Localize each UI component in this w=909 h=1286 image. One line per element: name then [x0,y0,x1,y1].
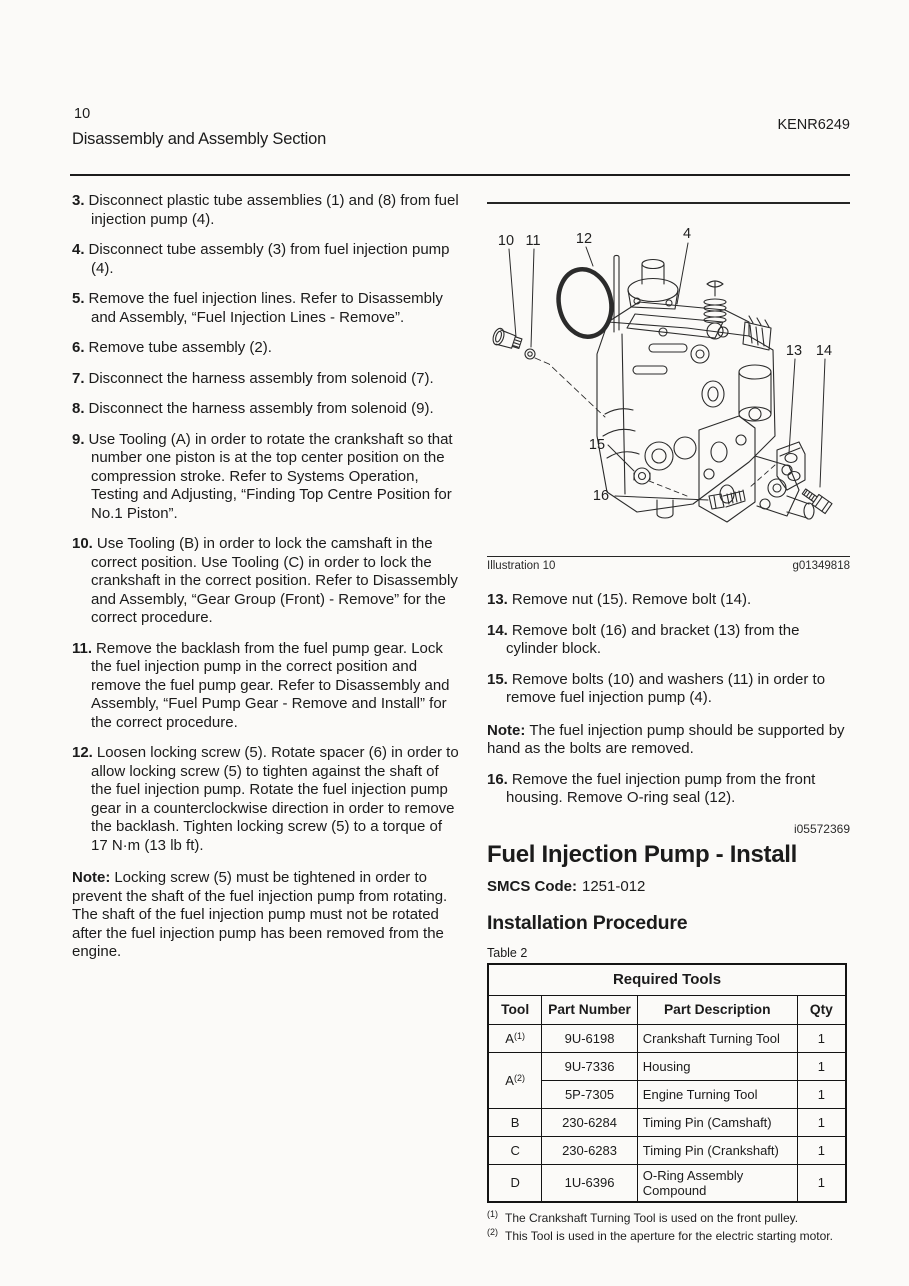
smcs-line [487,878,850,895]
col-header-part-description: Part Description [637,995,797,1024]
footnote-marker: (2) [487,1227,498,1237]
bolt-10-shape [491,327,523,352]
step-16 [487,771,850,808]
qty-cell: 1 [797,1108,846,1136]
table-title: Required Tools [488,964,846,996]
step-11 [72,640,462,733]
col-header-qty: Qty [797,995,846,1024]
step-number: 13. [487,591,508,608]
tool-cell [488,1024,542,1052]
bolt-14-shape [801,486,832,513]
step-number: 9. [72,430,85,448]
footnote-marker: (1) [487,1208,498,1219]
step-5 [72,290,462,327]
step-10 [72,535,462,628]
tool-footnote-marker: (1) [513,1030,525,1041]
qty-cell: 1 [797,1164,846,1202]
step-text: Remove bolts (10) and washers (11) in order to remove fuel injection pump (4). [506,670,826,706]
step-number: 3. [72,192,85,209]
bracket-13-shape [777,442,805,490]
left-column [72,192,462,974]
note-text: Locking screw (5) must be tightened in order to prevent the shaft of the fuel injection pump from rotating. The shaft of the fuel injection pump must not be rotated after the fuel injection pump has been removed from the engine. [72,869,448,960]
page-number: 10 [74,106,91,122]
step-15 [487,671,850,708]
smcs-value: 1251-012 [582,877,646,895]
illustration-caption-right: g01349818 [792,560,850,572]
tool-letter: A [505,1072,514,1088]
callout-13: 13 [785,343,803,359]
callout-12: 12 [575,231,593,247]
topic-heading: Fuel Injection Pump - Install [487,840,797,868]
step-text: Remove tube assembly (2). [88,339,272,356]
step-6 [72,339,462,358]
media-ref-id: i05572369 [793,821,850,836]
step-text: Disconnect plastic tube assemblies (1) and (8) from fuel injection pump (4). [88,192,459,228]
step-number: 6. [72,339,85,356]
table-footnotes [487,1207,850,1244]
tool-cell [488,1052,542,1108]
step-number: 8. [72,400,85,417]
callout-16: 16 [592,488,610,504]
header-rule [70,174,850,176]
callout-4: 4 [682,226,692,242]
step-text: Use Tooling (A) in order to rotate the crankshaft so that number one piston is at the top center position on the compression stroke. Refer to Systems Operation, Testing and Adjusting, “Finding Top Centre Position for No.1 Piston”. [88,430,453,522]
part-description-cell: Engine Turning Tool [637,1080,797,1108]
illustration-caption-left: Illustration 10 [487,560,556,572]
step-text: Disconnect tube assembly (3) from fuel injection pump (4). [88,241,450,277]
part-number-cell: 1U-6396 [542,1164,638,1202]
qty-cell: 1 [797,1080,846,1108]
table-row [488,1164,846,1202]
qty-cell: 1 [797,1052,846,1080]
tool-cell: D [488,1164,542,1202]
washer-11-shape [525,349,535,359]
right-steps [487,591,850,808]
table-row [488,1024,846,1052]
qty-cell: 1 [797,1024,846,1052]
callout-15: 15 [588,437,606,453]
note-label: Note: [72,869,111,886]
table-row [488,1136,846,1164]
note-label: Note: [487,721,526,739]
footnote-text: The Crankshaft Turning Tool is used on the front pulley. [505,1210,799,1225]
step-text: Remove nut (15). Remove bolt (14). [511,591,752,608]
qty-cell: 1 [797,1136,846,1164]
callout-11: 11 [525,233,541,249]
tool-cell: B [488,1108,542,1136]
part-description-cell: Timing Pin (Crankshaft) [637,1136,797,1164]
part-number-cell: 230-6284 [542,1108,638,1136]
col-header-part-number: Part Number [542,995,638,1024]
step-text: Use Tooling (B) in order to lock the camshaft in the correct position. Use Tooling (C) in order to lock the crankshaft in the correct position. Refer to Disassembly and Assembly, “Gear Group (Front) - Remove” for the correct procedure. [91,535,458,626]
note-text: The fuel injection pump should be supported by hand as the bolts are removed. [487,721,845,757]
table-header-row [488,995,846,1024]
callout-10: 10 [497,233,515,249]
callout-14: 14 [815,343,833,359]
footnote-text: This Tool is used in the aperture for the electric starting motor. [505,1229,833,1243]
smcs-label: SMCS Code: [487,877,577,895]
tool-cell: C [488,1136,542,1164]
nut-15-shape [634,468,650,484]
footnote-1 [487,1207,850,1226]
step-9 [72,431,462,524]
step-text: Remove bolt (16) and bracket (13) from the cylinder block. [506,621,800,657]
doc-code: KENR6249 [777,117,850,133]
illustration-caption [487,560,850,572]
table-row [488,1052,846,1080]
step-text: Remove the fuel injection lines. Refer to Disassembly and Assembly, “Fuel Injection Lines - Remove”. [88,290,443,326]
note-right [487,722,850,759]
part-description-cell: Timing Pin (Camshaft) [637,1108,797,1136]
step-12 [72,744,462,855]
right-column [487,192,850,1244]
table-row [488,1080,846,1108]
part-number-cell: 9U-7336 [542,1052,638,1080]
bolt-16-shape [709,494,724,509]
table-row [488,1108,846,1136]
note-left [72,869,462,962]
step-number: 7. [72,369,85,387]
step-text: Remove the fuel injection pump from the front housing. Remove O-ring seal (12). [506,770,816,806]
step-14 [487,622,850,659]
required-tools-table [487,963,847,1203]
fuel-injection-pump-drawing [487,204,850,556]
step-13 [487,591,850,610]
step-number: 14. [487,621,508,639]
step-number: 4. [72,241,85,258]
part-number-cell: 5P-7305 [542,1080,638,1108]
col-header-tool: Tool [488,995,542,1024]
step-number: 16. [487,770,508,788]
section-title: Disassembly and Assembly Section [72,130,327,148]
procedure-heading: Installation Procedure [487,911,688,934]
step-number: 10. [72,535,93,552]
step-number: 15. [487,670,508,688]
step-number: 12. [72,744,93,761]
step-text: Disconnect the harness assembly from solenoid (9). [88,400,434,417]
table-label: Table 2 [487,945,528,960]
part-number-cell: 230-6283 [542,1136,638,1164]
table-title-row [488,964,846,996]
step-number: 5. [72,290,85,307]
part-number-cell: 9U-6198 [542,1024,638,1052]
part-description-cell: O-Ring Assembly Compound [637,1164,797,1202]
tool-letter: A [505,1030,514,1046]
step-text: Loosen locking screw (5). Rotate spacer (6) in order to allow locking screw (5) to tighten against the shaft of the fuel injection pump. Rotate the fuel injection pump gear in a counterclockwise direction in order to remove the backlash. Tighten locking screw (5) to a torque of 17 N·m (13 lb ft). [91,744,459,854]
tool-footnote-marker: (2) [513,1072,525,1083]
step-8 [72,400,462,419]
step-text: Remove the backlash from the fuel pump gear. Lock the fuel injection pump in the correct position and remove the fuel pump gear. Refer to Disassembly and Assembly, “Fuel Pump Gear - Remove and Install” for the correct procedure. [91,639,450,731]
part-description-cell: Crankshaft Turning Tool [637,1024,797,1052]
step-3 [72,192,462,229]
step-7 [72,370,462,389]
footnote-2 [487,1225,850,1244]
step-number: 11. [72,639,93,657]
step-4 [72,241,462,278]
part-description-cell: Housing [637,1052,797,1080]
step-text: Disconnect the harness assembly from solenoid (7). [88,369,434,387]
illustration-frame [487,202,850,557]
